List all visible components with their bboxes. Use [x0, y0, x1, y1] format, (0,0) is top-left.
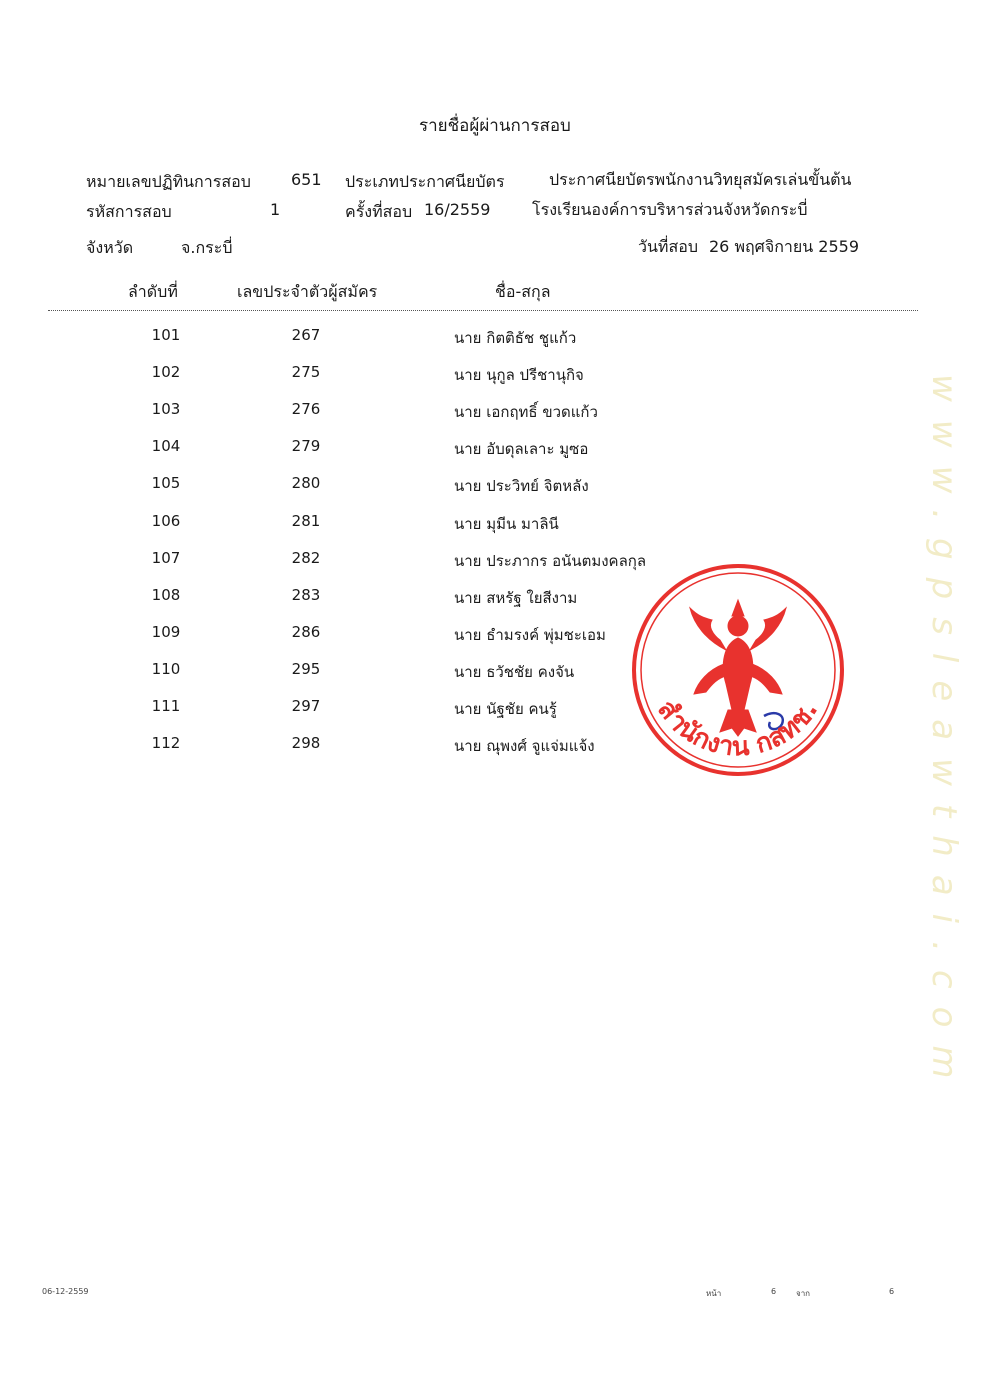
row-full-name: นาย เอกฤทธิ์ ขวดแก้ว: [454, 403, 598, 421]
row-full-name: นาย มุมีน มาลินี: [454, 515, 559, 533]
row-applicant-id: 280: [291, 474, 321, 492]
exam-code-value: 1: [270, 200, 281, 219]
row-full-name: นาย อับดุลเลาะ มูซอ: [454, 440, 589, 458]
row-full-name: นาย ณุพงศ์ จูแจ่มแจ้ง: [454, 737, 595, 755]
row-order: 107: [151, 549, 181, 567]
row-applicant-id: 298: [291, 734, 321, 752]
row-full-name: นาย ประวิทย์ จิตหลัง: [454, 477, 589, 495]
watermark-text: www.gpsleawthai.com: [924, 373, 964, 1097]
row-applicant-id: 282: [291, 549, 321, 567]
header-divider: [48, 310, 918, 311]
round-label: ครั้งที่สอบ: [345, 202, 413, 221]
province-value: จ.กระบี่: [181, 238, 233, 257]
exam-number-label: หมายเลขปฏิทินการสอบ: [86, 172, 251, 191]
row-order: 101: [151, 326, 181, 344]
row-order: 102: [151, 363, 181, 381]
of-label: จาก: [796, 1289, 811, 1298]
cert-type-label: ประเภทประกาศนียบัตร: [345, 172, 505, 191]
row-applicant-id: 267: [291, 326, 321, 344]
venue: โรงเรียนองค์การบริหารส่วนจังหวัดกระบี่: [532, 200, 808, 219]
row-order: 112: [151, 734, 181, 752]
page-number: 6: [771, 1287, 777, 1296]
round-value: 16/2559: [424, 200, 491, 219]
print-date: 06-12-2559: [42, 1287, 89, 1296]
row-applicant-id: 297: [291, 697, 321, 715]
official-seal: [628, 560, 848, 780]
column-header-applicant-id: เลขประจำตัวผู้สมัคร: [237, 282, 378, 301]
row-full-name: นาย นัฐชัย คนรู้: [454, 700, 557, 718]
row-full-name: นาย สหรัฐ ใยสีงาม: [454, 589, 578, 607]
row-full-name: นาย ธวัชชัย คงจัน: [454, 663, 575, 681]
row-applicant-id: 279: [291, 437, 321, 455]
row-full-name: นาย ธำมรงค์ พุ่มชะเอม: [454, 626, 606, 644]
row-order: 103: [151, 400, 181, 418]
exam-date-value: 26 พฤศจิกายน 2559: [709, 237, 859, 256]
row-full-name: นาย ประภากร อนันตมงคลกุล: [454, 552, 647, 570]
column-header-name: ชื่อ-สกุล: [495, 282, 551, 301]
column-header-order: ลำดับที่: [128, 282, 178, 301]
row-full-name: นาย นุกูล ปรีชานุกิจ: [454, 366, 584, 384]
cert-name: ประกาศนียบัตรพนักงานวิทยุสมัครเล่นขั้นต้น: [549, 170, 852, 189]
exam-code-label: รหัสการสอบ: [86, 202, 172, 221]
page-label: หน้า: [706, 1289, 722, 1298]
exam-number-value: 651: [291, 170, 322, 189]
row-order: 108: [151, 586, 181, 604]
row-order: 109: [151, 623, 181, 641]
exam-date-label: วันที่สอบ: [638, 237, 698, 256]
province-label: จังหวัด: [86, 238, 134, 257]
row-order: 111: [151, 697, 181, 715]
row-order: 110: [151, 660, 181, 678]
row-applicant-id: 286: [291, 623, 321, 641]
row-applicant-id: 276: [291, 400, 321, 418]
row-applicant-id: 281: [291, 512, 321, 530]
garuda-emblem-icon: [690, 600, 786, 736]
row-applicant-id: 283: [291, 586, 321, 604]
row-full-name: นาย กิตติธัช ชูแก้ว: [454, 329, 577, 347]
total-pages: 6: [889, 1287, 895, 1296]
row-order: 105: [151, 474, 181, 492]
seal-text: สำนักงาน กสทช.: [651, 694, 825, 763]
row-order: 106: [151, 512, 181, 530]
row-order: 104: [151, 437, 181, 455]
page-title: รายชื่อผู้ผ่านการสอบ: [419, 116, 571, 136]
row-applicant-id: 295: [291, 660, 321, 678]
row-applicant-id: 275: [291, 363, 321, 381]
